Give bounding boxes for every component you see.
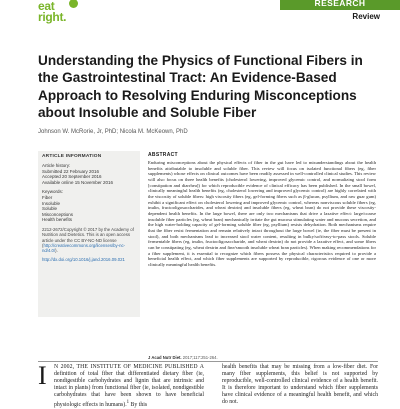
drop-cap: I bbox=[38, 361, 47, 390]
abstract-text: Enduring misconceptions about the physical effects of fiber in the gut have led to misunderstandings about the health benefits attributable to insoluble and soluble fiber. This review will focus on isolated functional fibers (eg, fiber supplements) whose effects on clinical outcomes have been readily assessed in well-controlled clinical studies. This review will also focus on three health benefits (cholesterol lowering, improved glycemic control, and normalizing stool form [constipation and diarrhea]) for which reproducible evidence of clinical efficacy has been published. In the small bowel, clinically meaningful health benefits (eg, cholesterol lowering and improved glycemic control) are highly correlated with the viscosity of soluble fibers: high viscosity fibers (eg, gel-forming fibers such as β-glucan, psyllium, and raw guar gum) exhibit a significant effect on cholesterol lowering and improved glycemic control, whereas nonviscous soluble fibers (eg, inulin, fructooligosaccharides, and wheat dextrin) and insoluble fibers (eg, wheat bran) do not provide these viscosity-dependent health benefits. In the large bowel, there are only two mechanisms that drive a laxative effect: large/coarse insoluble fiber particles (eg, wheat bran) mechanically irritate the gut mucosa stimulating water and mucous secretion, and the high water-holding capacity of gel-forming soluble fiber (eg, psyllium) resists dehydration. Both mechanisms require that the fiber resist fermentation and remain relatively intact throughout the large bowel (ie, the fiber must be present in stool), and both mechanisms lead to increased stool water content, resulting in bulky/soft/easy-to-pass stools. Soluble fermentable fibers (eg, inulin, fructooligosaccharide, and wheat dextrin) do not provide a laxative effect, and some fibers can be constipating (eg, wheat dextrin and fine/smooth insoluble wheat bran particles). When making recommendations for a fiber supplement, it is essential to recognize which fibers possess the physical characteristics required to provide a beneficial health effect, and which fiber supplements are supported by reproducible, rigorous evidence of one or more clinically meaningful health benefits. bbox=[148, 160, 376, 267]
keyword-item: Misconceptions bbox=[42, 211, 74, 217]
history-label: Article history: bbox=[42, 163, 71, 168]
logo-text-right: right. bbox=[38, 10, 67, 24]
abstract-heading: ABSTRACT bbox=[148, 152, 178, 158]
citation-line: J Acad Nutr Diet. 2017;117:251-264. bbox=[148, 355, 218, 360]
keyword-item: Fiber bbox=[42, 194, 53, 200]
section-divider bbox=[38, 361, 378, 362]
article-title: Understanding the Physics of Functional Fibers in the Gastrointestinal Tract: An Evidence-Based Approach to Resolving Enduring Misconceptions about Insoluble and Soluble Fiber bbox=[38, 53, 363, 121]
history-accepted: Accepted 20 September 2016 bbox=[42, 174, 102, 180]
license-link[interactable]: http://creativecommons.org/licenses/by-nc-nd/4.0/ bbox=[42, 242, 126, 254]
keyword-item: Insoluble bbox=[42, 200, 61, 206]
article-info-panel bbox=[38, 151, 140, 317]
author-list: Johnson W. McRorie, Jr, PhD; Nicola M. McKeown, PhD bbox=[38, 129, 188, 135]
section-label: RESEARCH bbox=[314, 0, 366, 8]
copyright-notice: 2212-2672/Copyright © 2017 by the Academy of Nutrition and Dietetics. This is an open access article under the CC BY-NC-ND license (http://creativecommons.org/licenses/by-nc-nd/4.0/). bbox=[42, 226, 134, 254]
lead-in: N 2002, THE INSTITUTE OF MEDICINE PUBLISHED A bbox=[54, 364, 204, 370]
doi-link[interactable]: http://dx.doi.org/10.1016/j.jand.2016.09.021 bbox=[42, 257, 125, 263]
body-column-right: health benefits that may be missing from a low-fiber diet. For many fiber supplements, this belief is not supported by reproducible, well-controlled clinical evidence of a health benefit. It is therefore important to understand which fiber supplements have clinical evidence of a meaningful health benefit, and which do not. bbox=[222, 364, 378, 406]
logo-dot-icon bbox=[69, 0, 78, 8]
article-type: Review bbox=[352, 12, 380, 21]
journal-logo[interactable] bbox=[38, 2, 84, 26]
keyword-item: Health benefits bbox=[42, 217, 73, 223]
reference-marker[interactable]: 1 bbox=[126, 400, 130, 406]
section-banner bbox=[280, 0, 400, 10]
body-column-left: N 2002, THE INSTITUTE OF MEDICINE PUBLISHED A definition of total fiber that differentiated dietary fiber (ie, nondigestible carbohydrates and lignin that are intrinsic and intact in plants) from functional fiber (ie, isolated, nondigestible carbohydrates that have been shown to have beneficial physiologic effects in humans).$^1$ By this bbox=[54, 364, 204, 409]
logo-text-eat: eat bbox=[38, 0, 55, 13]
history-online: Available online 15 November 2016 bbox=[42, 179, 113, 185]
history-submitted: Submitted 22 February 2016 bbox=[42, 168, 100, 174]
article-info-heading: ARTICLE INFORMATION bbox=[42, 154, 102, 159]
keywords-label: Keywords: bbox=[42, 189, 64, 195]
keyword-item: Soluble bbox=[42, 206, 58, 212]
